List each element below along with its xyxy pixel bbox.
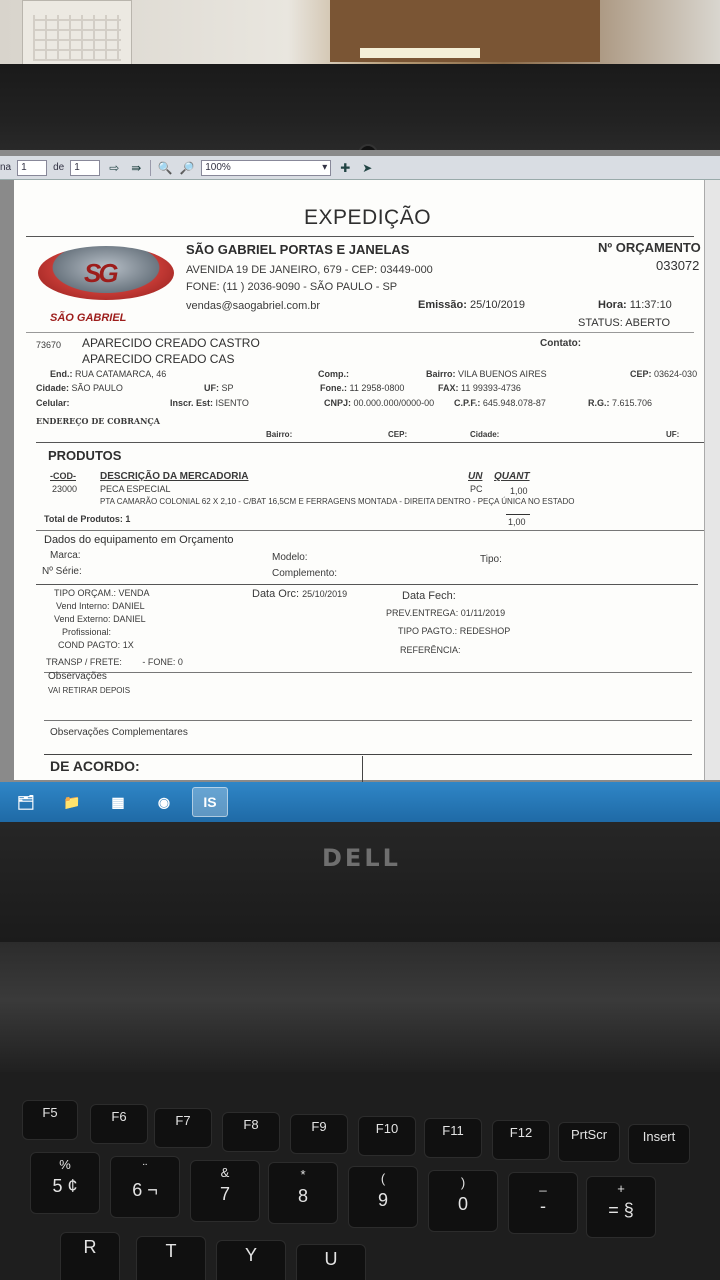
transp-value: - FONE: 0 <box>142 657 183 667</box>
vend-ext-label: Vend Externo: <box>54 614 111 624</box>
monitor-bezel-bottom <box>0 822 720 942</box>
cep-label: CEP: <box>630 369 652 379</box>
key-prtscr[interactable]: PrtScr <box>558 1122 620 1162</box>
company-address: AVENIDA 19 DE JANEIRO, 679 - CEP: 03449-000 <box>186 264 433 276</box>
key-r[interactable]: R <box>60 1232 120 1280</box>
taskbar-chrome-icon[interactable]: ◉ <box>157 793 171 810</box>
rg-label: R.G.: <box>588 398 610 408</box>
cobranca-label: ENDEREÇO DE COBRANÇA <box>36 416 160 426</box>
uf-label: UF: <box>204 383 219 393</box>
cond-value: 1X <box>122 640 134 650</box>
budget-number: 033072 <box>656 258 700 273</box>
obs-comp-label: Observações Complementares <box>50 727 188 738</box>
bairro-value: VILA BUENOS AIRES <box>458 369 547 379</box>
col-desc: DESCRIÇÃO DA MERCADORIA <box>100 471 249 482</box>
logo-text: SG <box>84 258 116 288</box>
end-value: RUA CATAMARCA, 46 <box>75 369 167 379</box>
fax-value: 11 99393-4736 <box>461 383 521 393</box>
key-f10[interactable]: F10 <box>358 1116 416 1156</box>
transp-label: TRANSP / FRETE: <box>46 657 122 667</box>
emissao-label: Emissão: <box>418 299 467 311</box>
key-5[interactable]: % 5 ¢ <box>30 1152 100 1214</box>
vend-ext-value: DANIEL <box>113 614 146 624</box>
key-f5[interactable]: F5 <box>22 1100 78 1140</box>
page-title: EXPEDIÇÃO <box>304 206 432 229</box>
key-y[interactable]: Y <box>216 1240 286 1280</box>
total-count: 1 <box>125 514 131 524</box>
data-orc-label: Data Orc: <box>252 588 300 600</box>
report-page <box>14 180 706 780</box>
divider <box>26 236 694 237</box>
tipo-label: Tipo: <box>480 554 502 565</box>
taskbar-app-1[interactable]: 🗂 <box>17 793 35 810</box>
screen <box>0 150 720 830</box>
hora-label: Hora: <box>598 299 627 311</box>
divider <box>44 672 692 673</box>
viewer-toolbar <box>0 156 720 180</box>
key-f9[interactable]: F9 <box>290 1114 348 1154</box>
cond-label: COND PAGTO: <box>58 640 121 650</box>
inscr-value: ISENTO <box>215 398 249 408</box>
item-detail: PTA CAMARÃO COLONIAL 62 X 2,10 - C/BAT 16,5CM E FERRAGENS MONTADA - DIREITA DENTRO - PEÇA ÚNICA NO ESTADO <box>100 497 575 506</box>
celular-label: Celular: <box>36 398 70 408</box>
cidade-value: SÃO PAULO <box>71 383 123 393</box>
key-f8[interactable]: F8 <box>222 1112 280 1152</box>
key-f12[interactable]: F12 <box>492 1120 550 1160</box>
page-label: na <box>0 162 12 173</box>
client-code: 73670 <box>36 340 62 350</box>
keyboard <box>0 1072 720 1280</box>
emissao-value: 25/10/2019 <box>469 299 526 311</box>
bairro-label: Bairro: <box>426 369 456 379</box>
hora-value: 11:37:10 <box>629 299 672 311</box>
end-label: End.: <box>50 369 73 379</box>
equip-title: Dados do equipamento em Orçamento <box>44 534 234 546</box>
tipo-orcam-value: VENDA <box>118 588 150 598</box>
item-quant: 1,00 <box>510 486 528 496</box>
obs-label: Observações <box>48 671 107 682</box>
next-page-icon[interactable]: ⇨ <box>109 160 120 175</box>
budget-label: Nº ORÇAMENTO <box>598 240 701 255</box>
key-9[interactable]: ( 9 <box>348 1166 418 1228</box>
page-input[interactable]: 1 <box>17 160 47 176</box>
cob-cidade: Cidade: <box>470 430 500 439</box>
tipo-orcam-label: TIPO ORÇAM.: <box>54 588 117 598</box>
col-cod: -COD- <box>50 471 76 481</box>
company-email: vendas@saogabriel.com.br <box>186 300 321 312</box>
key-f6[interactable]: F6 <box>90 1104 148 1144</box>
zoom-select[interactable] <box>201 160 331 176</box>
contato-label: Contato: <box>540 338 582 349</box>
total-quant: 1,00 <box>508 517 526 527</box>
key-f11[interactable]: F11 <box>424 1118 482 1158</box>
fone-label: Fone.: <box>320 383 347 393</box>
col-quant: QUANT <box>494 471 530 482</box>
key-insert[interactable]: Insert <box>628 1124 690 1164</box>
monitor-bezel-top <box>0 64 720 159</box>
total-label: Total de Produtos: <box>44 514 123 524</box>
serie-label: Nº Série: <box>42 566 82 577</box>
item-un: PC <box>470 484 483 494</box>
divider <box>26 332 694 333</box>
data-fech-label: Data Fech: <box>402 590 456 602</box>
taskbar-is-app[interactable]: IS <box>192 787 228 817</box>
client-name-short: APARECIDO CREADO CAS <box>82 352 235 366</box>
uf-value: SP <box>221 383 234 393</box>
brand-logo: DELL <box>322 844 401 872</box>
obs-value: VAI RETIRAR DEPOIS <box>48 686 131 695</box>
prev-label: PREV.ENTREGA: <box>386 608 459 618</box>
cob-bairro: Bairro: <box>266 430 293 439</box>
divider <box>506 514 530 515</box>
cnpj-label: CNPJ: <box>324 398 352 408</box>
key-minus[interactable]: _ - <box>508 1172 578 1234</box>
scrollbar[interactable] <box>704 180 720 780</box>
divider <box>36 584 698 585</box>
divider <box>44 754 692 755</box>
page-count: 1 <box>70 160 100 176</box>
item-cod: 23000 <box>52 484 78 494</box>
wall-calendar <box>22 0 132 68</box>
status-badge: STATUS: ABERTO <box>578 317 671 329</box>
key-0[interactable]: ) 0 <box>428 1170 498 1232</box>
ceiling-light <box>360 48 480 58</box>
divider <box>36 442 704 443</box>
key-6[interactable]: ¨ 6 ¬ <box>110 1156 180 1218</box>
comp-label: Comp.: <box>318 369 349 379</box>
produtos-heading: PRODUTOS <box>48 448 122 463</box>
cpf-value: 645.948.078-87 <box>482 398 546 408</box>
key-t[interactable]: T <box>136 1236 206 1280</box>
cidade-label: Cidade: <box>36 383 70 393</box>
of-label: de <box>53 162 65 173</box>
taskbar-spreadsheet-icon[interactable]: ▦ <box>111 793 125 810</box>
col-un: UN <box>468 471 483 482</box>
key-u[interactable]: U <box>296 1244 366 1280</box>
marca-label: Marca: <box>50 550 81 561</box>
tipo-pagto-value: REDESHOP <box>459 626 511 636</box>
data-orc-value: 25/10/2019 <box>302 589 348 599</box>
laptop-hinge <box>0 942 720 1072</box>
cep-value: 03624-030 <box>654 369 698 379</box>
client-name: APARECIDO CREADO CASTRO <box>82 336 260 350</box>
tipo-pagto-label: TIPO PAGTO.: <box>398 626 458 636</box>
modelo-label: Modelo: <box>272 552 308 563</box>
divider <box>36 530 704 531</box>
key-7[interactable]: & 7 <box>190 1160 260 1222</box>
acordo-label: DE ACORDO: <box>50 758 140 774</box>
key-8[interactable]: * 8 <box>268 1162 338 1224</box>
item-desc: PECA ESPECIAL <box>100 484 171 494</box>
prev-value: 01/11/2019 <box>460 608 506 618</box>
logo-sub: SÃO GABRIEL <box>50 312 127 324</box>
key-plus[interactable]: + = § <box>586 1176 656 1238</box>
cnpj-value: 00.000.000/0000-00 <box>353 398 435 408</box>
pan-icon[interactable]: ✚ <box>340 160 351 175</box>
zoom-value: 100% <box>205 161 231 173</box>
cursor-icon[interactable]: ➤ <box>362 160 373 175</box>
inscr-label: Inscr. Est: <box>170 398 214 408</box>
rg-value: 7.615.706 <box>612 398 653 408</box>
company-name: SÃO GABRIEL PORTAS E JANELAS <box>186 242 410 257</box>
company-phone: FONE: (11 ) 2036-9090 - SÃO PAULO - SP <box>186 281 398 293</box>
fone-value: 11 2958-0800 <box>349 383 405 393</box>
cpf-label: C.P.F.: <box>454 398 481 408</box>
complemento-label: Complemento: <box>272 568 338 579</box>
taskbar-folder-icon[interactable]: 📁 <box>63 793 81 810</box>
zoom-out-icon[interactable]: 🔍 <box>157 160 173 175</box>
referencia-label: REFERÊNCIA: <box>400 645 461 655</box>
vend-int-label: Vend Interno: <box>56 601 110 611</box>
company-logo <box>38 246 174 334</box>
vend-int-value: DANIEL <box>112 601 145 611</box>
zoom-in-icon[interactable]: 🔎 <box>179 160 195 175</box>
cob-cep: CEP: <box>388 430 408 439</box>
last-page-icon[interactable]: ⇛ <box>131 160 142 175</box>
profissional-label: Profissional: <box>62 627 112 637</box>
cob-uf: UF: <box>666 430 680 439</box>
chevron-down-icon: ▾ <box>322 161 328 173</box>
key-f7[interactable]: F7 <box>154 1108 212 1148</box>
taskbar <box>0 782 720 822</box>
divider <box>44 720 692 721</box>
fax-label: FAX: <box>438 383 459 393</box>
